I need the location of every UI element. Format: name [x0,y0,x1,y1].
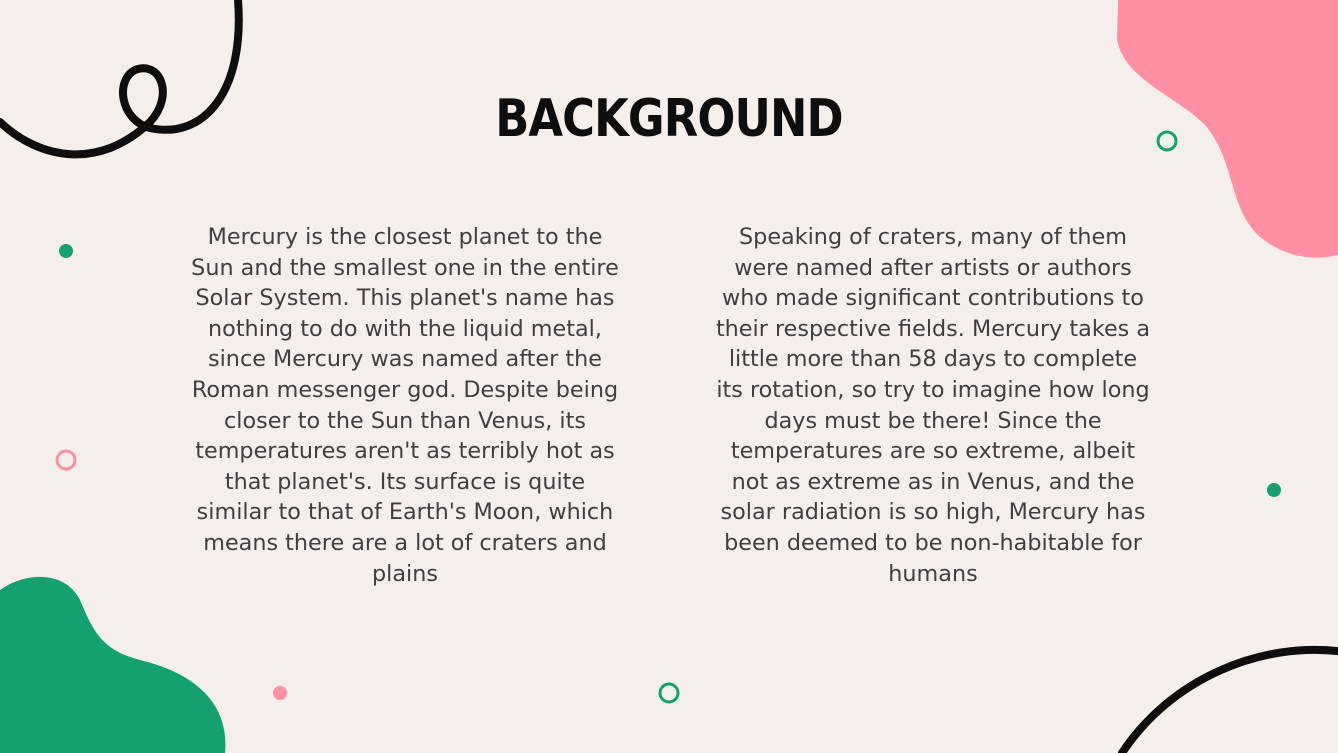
green-dot [1267,483,1281,497]
green-dot [59,244,73,258]
green-ring [660,684,678,702]
slide-title: BACKGROUND [495,89,843,149]
body-text-left: Mercury is the closest planet to the Sun and the smallest one in the entire Solar System. This planet's name has nothing to do with the liquid metal, since Mercury was named after the Roman messenger god. Despite being closer to the Sun than Venus, its temperatures aren't as terribly hot as that planet's. Its surface is quite similar to that of Earth's Moon, which means there are a lot of craters and plains [191,224,619,587]
pink-dot [273,686,287,700]
body-text-right: Speaking of craters, many of them were named after artists or authors who made significant contributions to their respective fields. Mercury takes a little more than 58 days to complete its rotation, so try to imagine how long days must be there! Since the temperatures are so extreme, albeit not as extreme as in Venus, and the solar radiation is so high, Mercury has been deemed to be non-habitable for humans [715,224,1151,587]
arc-line-bottom-right [1122,650,1338,753]
green-blob-bottom-left [0,577,225,753]
pink-ring [57,451,75,469]
